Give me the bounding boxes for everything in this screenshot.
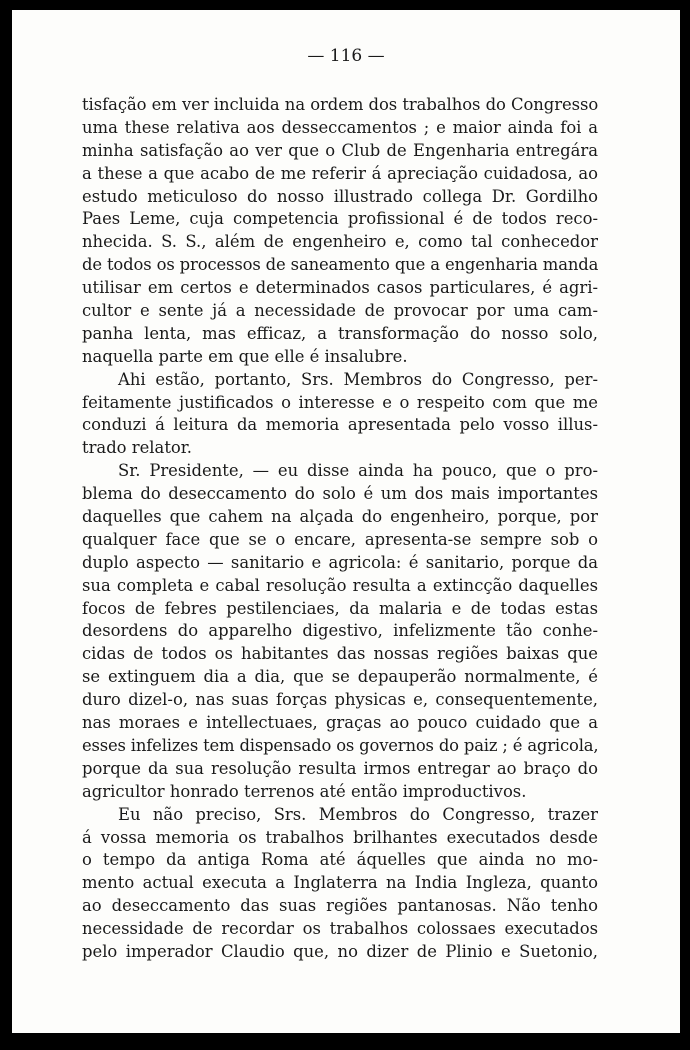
text-line: nas moraes e intellectuaes, graças ao pouco cuidado que a	[82, 713, 598, 733]
text-line: Sr. Presidente, — eu disse ainda ha pouco, que o pro-	[118, 461, 598, 481]
page-body	[82, 94, 598, 964]
text-line: naquella parte em que elle é insalubre.	[82, 346, 408, 366]
text-line: Eu não preciso, Srs. Membros do Congresso, trazer	[118, 804, 598, 824]
text-line: blema do deseccamento do solo é um dos mais importantes	[82, 484, 598, 504]
text-line: de todos os processos de saneamento que a engenharia manda	[82, 255, 599, 275]
text-line: mento actual executa a Inglaterra na India Ingleza, quanto	[82, 873, 598, 893]
text-line: pelo imperador Claudio que, no dizer de Plinio e Suetonio,	[82, 941, 598, 961]
text-line: utilisar em certos e determinados casos particulares, é agri-	[82, 278, 598, 298]
text-line: qualquer face que se o encare, apresenta-se sempre sob o	[82, 529, 598, 549]
text-line: uma these relativa aos desseccamentos ; e maior ainda foi a	[82, 117, 598, 137]
text-line: ao deseccamento das suas regiões pantanosas. Não tenho	[82, 896, 598, 916]
text-line: cidas de todos os habitantes das nossas regiões baixas que	[82, 644, 598, 664]
text-line: desordens do apparelho digestivo, infelizmente tão conhe-	[82, 621, 598, 641]
text-line: a these a que acabo de me referir á apreciação cuidadosa, ao	[82, 163, 598, 183]
text-line: cultor e sente já a necessidade de provocar por uma cam-	[82, 301, 598, 321]
text-line: á vossa memoria os trabalhos brilhantes executados desde	[82, 827, 598, 847]
text-line: focos de febres pestilenciaes, da malaria e de todas estas	[82, 598, 598, 618]
text-line: duplo aspecto — sanitario e agricola: é sanitario, porque da	[82, 552, 598, 572]
text-line: o tempo da antiga Roma até áquelles que ainda no mo-	[82, 850, 598, 870]
text-line: estudo meticuloso do nosso illustrado collega Dr. Gordilho	[82, 186, 598, 206]
text-line: duro dizel-o, nas suas forças physicas e, consequentemente,	[82, 690, 598, 710]
paragraph	[82, 804, 598, 964]
text-line: panha lenta, mas efficaz, a transformação do nosso solo,	[82, 323, 598, 343]
text-line: minha satisfação ao ver que o Club de Engenharia entregára	[82, 140, 598, 160]
text-line: nhecida. S. S., além de engenheiro e, como tal conhecedor	[82, 232, 598, 252]
text-line: Ahi estão, portanto, Srs. Membros do Congresso, per-	[118, 369, 598, 389]
text-line: necessidade de recordar os trabalhos colossaes executados	[82, 919, 598, 939]
text-line: daquelles que cahem na alçada do engenheiro, porque, por	[82, 507, 598, 527]
text-line: tisfação em ver incluida na ordem dos trabalhos do Congresso	[82, 95, 599, 114]
text-line: agricultor honrado terrenos até então improductivos.	[82, 781, 527, 801]
paragraph	[82, 460, 598, 803]
text-line: Paes Leme, cuja competencia profissional é de todos reco-	[82, 209, 598, 229]
text-line: feitamente justificados o interesse e o respeito com que me	[82, 392, 598, 412]
text-line: se extinguem dia a dia, que se depauperão normalmente, é	[82, 667, 598, 687]
paragraph	[82, 94, 598, 369]
text-line: porque da sua resolução resulta irmos entregar ao braço do	[82, 758, 598, 778]
paragraph	[82, 369, 598, 461]
text-line: esses infelizes tem dispensado os governos do paiz ; é agricola,	[82, 735, 599, 755]
text-line: sua completa e cabal resolução resulta a extincção daquelles	[82, 575, 598, 595]
page-number: — 116 —	[307, 46, 385, 66]
text-line: trado relator.	[82, 438, 193, 458]
book-page	[12, 10, 680, 1033]
text-line: conduzi á leitura da memoria apresentada pelo vosso illus-	[82, 415, 598, 435]
